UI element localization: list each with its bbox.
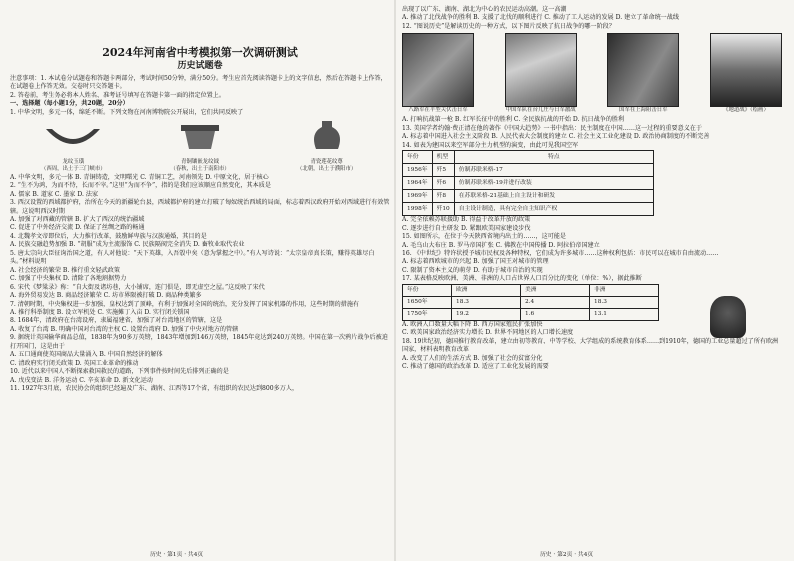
question-line: A. 标志着中国进入社会主义阶段 B. 人民代表大会制度的建立 C. 社会主义工业化建设 D. 政治协商制度的不断完善 (402, 133, 710, 141)
question-line: 8. 1684年，清政府在台湾设府，隶属福建省，加强了对台湾地区的管辖，这是 (10, 317, 223, 325)
table-header: 年份 (403, 151, 433, 164)
page-title: 2024年河南省中考模拟第一次调研测试 (102, 46, 298, 59)
table-cell: 1.6 (521, 308, 590, 320)
table-cell: 1969年 (403, 190, 433, 203)
table-header: 机型 (432, 151, 454, 164)
table-header: 特点 (454, 151, 653, 164)
question-line: C. 推动了德国的政治改革 D. 适应了工业化发展的需要 (402, 363, 549, 371)
photo-caption: 《地道战》（绘画） (723, 107, 769, 114)
table-cell: 1964年 (403, 177, 433, 190)
question-line: 6. 宋代《梦粱录》称：“自大街及诸坊巷，大小铺席，连门俱是，即无虚空之屋。”这反映了宋代 (10, 283, 265, 291)
question-line: A. 毛乌山大布庄 B. 罗马帝国扩张 C. 佛教在中国传播 D. 阿拉伯帝国建立 (402, 241, 600, 249)
vase-image (292, 119, 362, 155)
footer-left: 历史 · 第1页 · 共4页 (150, 552, 204, 558)
artifact-porcelain (288, 119, 366, 172)
notice-1: 注意事项：1. 本试卷分试题卷和答题卡两部分，考试时间50分钟，满分50分。考生应首先阅读答题卡上的文字信息，然后在答题卡上作答，在试题卷上作答无效。交卷时只交答题卡。 (10, 75, 387, 91)
question-line: 13. 美国学者约翰·费正清在他的著作《中国大趋势》一书中指出：民主制度在中国……这一过程的重要意义在于 (402, 124, 702, 132)
question-line: A. 标志着西欧城市的兴起 B. 加强了国王对城市的管理 (402, 258, 549, 266)
photo-image (607, 33, 679, 107)
question-line: A. 推动了北伐战争的胜利 B. 支援了北伐的顺利进行 C. 推动了工人运动的发展 D. 建立了革命统一战线 (402, 14, 679, 22)
table-cell: 1956年 (403, 164, 433, 177)
table-cell: 自主设计制造，具有完全自主知识产权 (454, 203, 653, 216)
question-line: A. 收复了台湾 B. 明确中国对台湾的主权 C. 设置台湾府 D. 加强了中央对地方的管辖 (10, 325, 239, 333)
photo-item (710, 33, 782, 114)
question-line: A. 中华文明，多元一体 B. 青铜铸造，文明曙光 C. 青铜工艺，河南领先 D. 中原文化，居于核心 (10, 173, 269, 181)
table-cell: 在苏联米格-21基础上自主设计和研发 (454, 190, 653, 203)
question-line: C. 加强了中央集权 D. 清除了各地割据势力 (10, 275, 127, 283)
footer-right: 历史 · 第2页 · 共4页 (540, 552, 594, 558)
artifact-origin: （西周，出土于三门峡市） (40, 165, 106, 172)
table-cell: 歼6 (432, 177, 454, 190)
notice-2: 2. 答卷前，考生务必将本人姓名、准考证号填写在答题卡第一面的指定位置上。 (10, 91, 225, 99)
question-line: C. 清政府实行闭关政策 D. 英国工业革命的推动 (10, 359, 139, 367)
table-header-row (403, 284, 659, 296)
photo-item (505, 33, 577, 114)
table-cell: 1750年 (403, 308, 452, 320)
question-line: 1. 中华文明，多元一体，绵延不断。下列文物在河南博物院公开展出，它们共同反映了 (10, 108, 244, 116)
table-cell: 歼5 (432, 164, 454, 177)
left-column (10, 6, 390, 394)
section-heading: 一、选择题（每小题1分，共20题，20分） (10, 100, 129, 108)
question-line: 3. 西汉设置的西域都护府，治所在今天的新疆轮台县，西域都护府的建立打破了匈奴统治西域的局面，标志着西汉政府开始对西域进行有效管辖。这说明西汉时期 (10, 199, 390, 215)
page-fold (394, 0, 396, 561)
photo-caption: 国军在上海阻击日军 (619, 107, 668, 114)
artifact-bronze (161, 119, 239, 172)
photo-caption: 八路军在平型关伏击日军 (408, 107, 468, 114)
question-line: 14. 如表为建国以来空军部分主力机型的演变，由此可见我国空军 (402, 141, 579, 149)
question-line: A. 加强了对西藏的管辖 B. 扩大了西汉的统治疆域 (10, 215, 145, 223)
question-line: A. 打响抗战第一枪 B. 红军长征中的胜利 C. 全民族抗战的开始 D. 抗日战争的胜利 (402, 116, 625, 124)
table-cell: 仿制苏联米格-17 (454, 164, 653, 177)
question-line: A. 改变了人们的生活方式 B. 加强了社会的贫富分化 (402, 354, 543, 362)
question-line: C. 促进了中外经济交流 D. 保证了丝绸之路的畅通 (10, 224, 145, 232)
table-cell: 1998年 (403, 203, 433, 216)
question-line: C. 限制了资本主义的萌芽 D. 有助于城市自治的实现 (402, 266, 543, 274)
artifact-caption: 龙纹玉璜 (62, 158, 85, 165)
table-row (403, 296, 659, 308)
photo-image (402, 33, 474, 107)
question-line: 7. 清朝时期，中央集权进一步加强，皇权达到了顶峰，有利于加强对全国的统治，充分发挥了国家机器的作用，这些时期的措施有 (10, 300, 360, 308)
question-line: A. 完全依赖苏联援助 B. 得益于改革开放的政策 (402, 216, 531, 224)
table-cell: 1650年 (403, 296, 452, 308)
question-line: 9. 据统计英国输华商品总值，1838年为90多万英镑，1843年增加到146万英镑，1845年竟达到240万英镑。中国在第一次鸦片战争后被迫打开国门，这是由于 (10, 334, 388, 350)
question-line: C. 逐步进行自主研发 D. 紧跟欧美国家建设步伐 (402, 224, 531, 232)
question-line: A. 社会经济的繁荣 B. 推行重文轻武政策 (10, 266, 120, 274)
table-row (403, 164, 654, 177)
artifact-origin: （春秋，出土于南阳市） (170, 165, 230, 172)
question-line: A. 儒家 B. 道家 C. 墨家 D. 法家 (10, 190, 99, 198)
table-row (403, 203, 654, 216)
table-cell: 2.4 (521, 296, 590, 308)
table-cell: 19.2 (452, 308, 521, 320)
artifact-caption: 青瓷莲花纹尊 (310, 158, 343, 165)
question-line: 出现了以广东、湖南、湖北为中心的农民运动高潮。这一高潮 (402, 6, 567, 13)
table-cell: 仿制苏联米格-19并进行改装 (454, 177, 653, 190)
photo-item (607, 33, 679, 114)
page-subtitle: 历史试题卷 (177, 61, 223, 71)
question-line: 18. 19世纪初，德国推行教育改革，建立由初等教育、中等学校、大学组成的系统教育体系……到1910年，德国的工业总量超过了所有欧洲国家，材料表明教育改革 (402, 337, 779, 354)
bronze-axe-image (165, 119, 235, 155)
photo-item (402, 33, 474, 114)
photo-row (402, 33, 782, 114)
question-line: A. 五口通商使英国商品大量涌入 B. 中国自然经济的解体 (10, 351, 163, 359)
table-header-row (403, 151, 654, 164)
photo-caption: 中国军队在台儿庄与日军激战 (505, 107, 576, 114)
question-line: 11. 1927年3月底，农民协会的组织已经遍及广东、湖南、江西等17个省，有组织的农民达到800多万人， (10, 385, 299, 393)
question-line: C. 欧美国家政治经济实力增长 D. 世界不同地区的人口增长速度 (402, 329, 574, 337)
question-line: 10. 近代以来中国人不断探索救国救民的道路，下列事件按时间先后排列正确的是 (10, 368, 229, 376)
question-line: 2. “生不为鸿，为而不恃，长而不宰。”这里“为而不争”，指的是我们应该顺应自然变化，其本质是 (10, 182, 271, 190)
question-line: A. 海外贸易发达 B. 商品经济繁荣 C. 坊市界限被打破 D. 商品种类繁多 (10, 292, 202, 300)
sculpture-image (710, 296, 746, 338)
jade-arc-image (38, 119, 108, 155)
artifact-caption: 青铜镶嵌龙纹钺 (181, 158, 219, 165)
artifact-row (10, 119, 390, 172)
table-row (403, 308, 659, 320)
population-table (402, 284, 659, 321)
table-cell: 歼8 (432, 190, 454, 203)
table-header: 欧洲 (452, 284, 521, 296)
question-line: 4. 北魏孝文帝即位后，大力推行改革，鼓励鲜卑族与汉族通婚，其目的是 (10, 232, 207, 240)
question-line: 5. 唐太宗向大臣征询治国之道，有人对他说：“天下英雄，入吾彀中矣（意为掌握之中）。”有人写诗说：“太宗皇帝真长策，赚得英雄尽白头。”材料说明 (10, 249, 375, 266)
artifact-jade (34, 119, 112, 172)
table-header: 非洲 (590, 284, 659, 296)
photo-image (505, 33, 577, 107)
table-cell: 13.1 (590, 308, 659, 320)
table-header: 美洲 (521, 284, 590, 296)
question-line: A. 戊戌变法 B. 洋务运动 C. 辛亥革命 D. 新文化运动 (10, 376, 153, 384)
question-line: A. 民族交融趋势加强 B. “胡服”成为主流服饰 C. 民族隔阂完全消失 D. 畜牧业取代农业 (10, 241, 245, 249)
table-row (403, 177, 654, 190)
table-cell: 18.3 (590, 296, 659, 308)
question-line: 16. 《中世纪》特许状授予城市民权及各种特权，它们成为许多城市……这种权利包括：市民可以在城市自由流动…… (402, 249, 719, 257)
question-line: A. 欧洲人口数量大幅下降 B. 西方国家殖民扩张加快 (402, 320, 543, 328)
question-line: A. 推行科举制度 B. 设立军机处 C. 实施摊丁入亩 D. 实行闭关锁国 (10, 308, 190, 316)
table-row (403, 190, 654, 203)
table-cell: 歼10 (432, 203, 454, 216)
question-line: 12. “图说历史”是解读历史的一种方式，以下图片反映了抗日战争的哪一阶段？ (402, 22, 615, 30)
artifact-origin: （北朝，出土于濮阳市） (296, 165, 357, 172)
aircraft-table (402, 150, 654, 216)
photo-image (710, 33, 782, 107)
question-line: 17. 某表格反映欧洲、美洲、非洲的人口占世界人口百分比的变化（单位：%），据此推断 (402, 275, 642, 283)
question-line: 15. 如图所示，在位于今天陕西省境内出土的……，这可能是 (402, 233, 566, 241)
table-cell: 18.3 (452, 296, 521, 308)
table-header: 年份 (403, 284, 452, 296)
